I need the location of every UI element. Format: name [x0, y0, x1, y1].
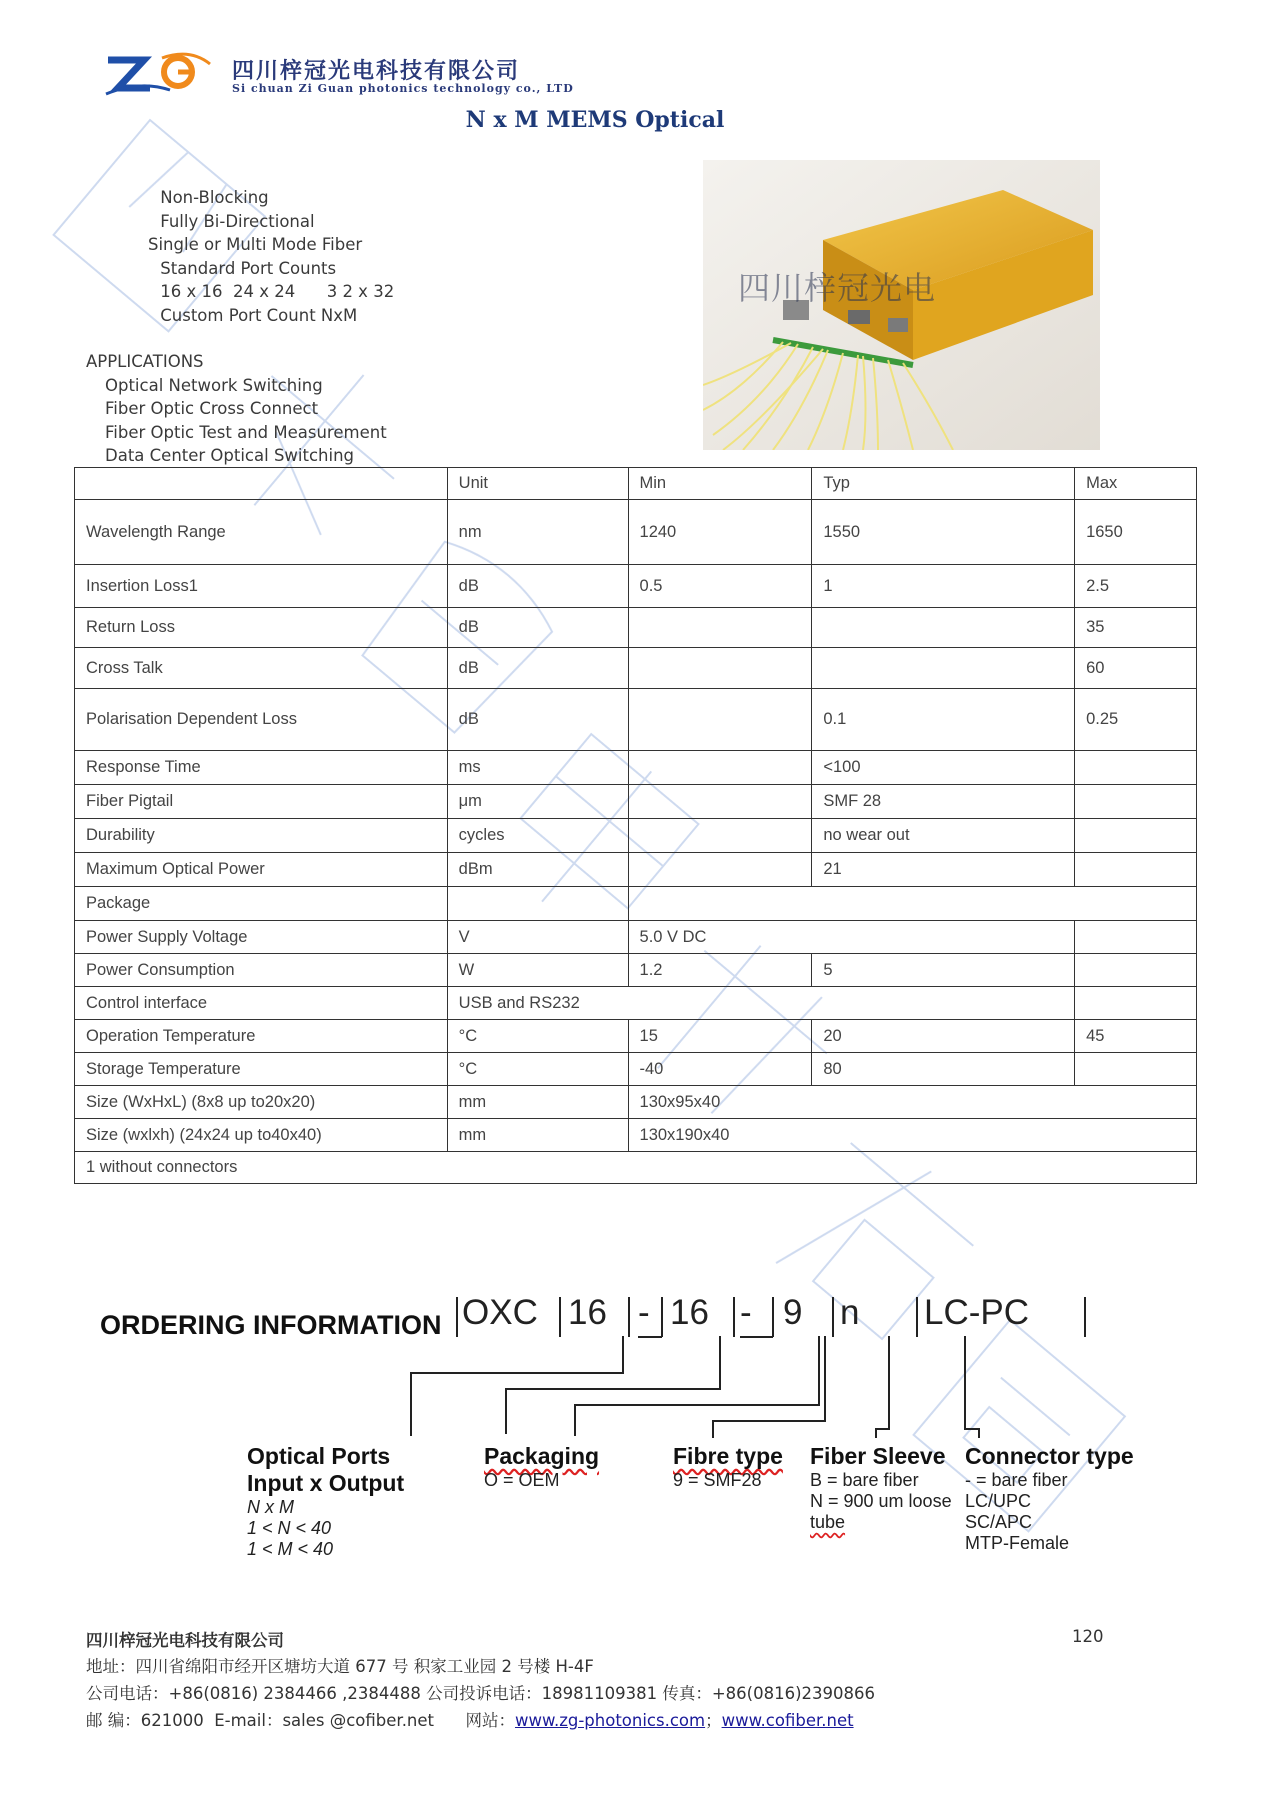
table-row: [75, 987, 1197, 1020]
code-separator: [916, 1297, 918, 1337]
table-cell: 60: [1075, 648, 1197, 689]
field-heading: Input x Output: [247, 1470, 405, 1496]
code-part: OXC: [462, 1293, 538, 1332]
table-cell: ms: [447, 751, 628, 785]
table-row: [75, 954, 1197, 987]
code-part: n: [840, 1293, 860, 1332]
field-optical-ports: [247, 1443, 404, 1560]
field-detail: LC/UPC: [965, 1491, 1032, 1511]
table-row: [75, 1119, 1197, 1152]
table-cell: μm: [447, 785, 628, 819]
table-row: [75, 785, 1197, 819]
table-cell: [1075, 751, 1197, 785]
table-row: [75, 648, 1197, 689]
table-row: [75, 608, 1197, 648]
leader-line: [888, 1336, 890, 1428]
table-cell: Power Supply Voltage: [75, 921, 448, 954]
field-heading: Packaging: [484, 1443, 600, 1469]
code-underline: [740, 1336, 773, 1338]
leader-line: [574, 1404, 576, 1436]
field-detail: N x M: [247, 1497, 294, 1517]
table-row: [75, 921, 1197, 954]
application-item: Fiber Optic Cross Connect: [105, 399, 319, 418]
company-logo: [100, 50, 220, 100]
table-cell: Operation Temperature: [75, 1020, 448, 1053]
table-cell: 1650: [1075, 500, 1197, 565]
table-cell: Return Loss: [75, 608, 448, 648]
applications-section: [86, 350, 387, 468]
table-cell: mm: [447, 1086, 628, 1119]
leader-line: [410, 1372, 412, 1436]
footer-mail-prefix: 邮 编：621000 E-mail：sales @cofiber.net 网站：: [86, 1711, 515, 1730]
leader-line: [505, 1388, 721, 1390]
table-footnote-row: [75, 1152, 1197, 1184]
field-packaging: [484, 1443, 599, 1491]
code-part: -: [740, 1293, 752, 1332]
field-connector-type: [965, 1443, 1134, 1554]
leader-line: [712, 1420, 714, 1438]
table-cell: dBm: [447, 853, 628, 887]
table-cell: °C: [447, 1020, 628, 1053]
application-item: Data Center Optical Switching: [105, 446, 355, 465]
company-name-en: Si chuan Zi Guan photonics technology co., LTD: [232, 82, 574, 95]
table-row: [75, 1020, 1197, 1053]
applications-heading: APPLICATIONS: [86, 352, 204, 371]
table-cell: Response Time: [75, 751, 448, 785]
field-detail: 1 < M < 40: [247, 1539, 334, 1559]
table-cell: 0.1: [812, 689, 1075, 751]
table-cell: [1075, 921, 1197, 954]
leader-line: [818, 1336, 820, 1404]
table-cell: [447, 887, 628, 921]
website-link-2[interactable]: www.cofiber.net: [721, 1711, 854, 1730]
footer-company: 四川梓冠光电科技有限公司: [86, 1631, 284, 1650]
table-cell: [628, 608, 812, 648]
leader-line: [875, 1428, 877, 1438]
table-cell: Insertion Loss1: [75, 565, 448, 608]
table-cell: no wear out: [812, 819, 1075, 853]
code-part: 16: [670, 1293, 709, 1332]
table-row: [75, 751, 1197, 785]
table-row: [75, 1053, 1197, 1086]
table-cell: Storage Temperature: [75, 1053, 448, 1086]
table-cell: Control interface: [75, 987, 448, 1020]
table-row: [75, 500, 1197, 565]
table-cell: Package: [75, 887, 448, 921]
field-detail: SC/APC: [965, 1512, 1033, 1532]
field-detail: 9 = SMF28: [673, 1470, 762, 1490]
feature-item: Single or Multi Mode Fiber: [148, 235, 363, 254]
table-cell: <100: [812, 751, 1075, 785]
leader-line: [964, 1336, 966, 1428]
feature-item: Non-Blocking: [155, 188, 269, 207]
website-separator: ；: [705, 1711, 722, 1730]
table-cell: Size (wxlxh) (24x24 up to40x40): [75, 1119, 448, 1152]
field-detail: tube: [810, 1512, 846, 1532]
field-heading: Fiber Sleeve: [810, 1443, 946, 1469]
table-header-row: [75, 468, 1197, 500]
feature-item: Fully Bi-Directional: [155, 211, 315, 231]
table-cell: [628, 751, 812, 785]
table-cell: 130x190x40: [628, 1119, 1196, 1152]
table-cell: [812, 648, 1075, 689]
table-cell: [628, 689, 812, 751]
table-cell: [628, 819, 812, 853]
footer-contact: [86, 1707, 854, 1731]
table-cell: mm: [447, 1119, 628, 1152]
code-part: LC-PC: [924, 1293, 1030, 1332]
footer-phone: 公司电话：+86(0816) 2384466 ,2384488 公司投诉电话：18981109381 传真：+86(0816)2390866: [86, 1684, 876, 1703]
table-cell: 1240: [628, 500, 812, 565]
table-cell: -40: [628, 1053, 812, 1086]
table-cell: dB: [447, 565, 628, 608]
table-cell: W: [447, 954, 628, 987]
table-cell: 1.2: [628, 954, 812, 987]
code-underline: [638, 1336, 662, 1338]
table-cell: [628, 887, 1196, 921]
leader-line: [978, 1428, 980, 1438]
photo-watermark: 四川梓冠光电: [738, 269, 937, 307]
table-row: [75, 853, 1197, 887]
table-cell: [628, 853, 812, 887]
table-header-cell: Min: [628, 468, 812, 500]
table-cell: 5: [812, 954, 1075, 987]
feature-item: Custom Port Count NxM: [155, 305, 358, 325]
table-cell: Wavelength Range: [75, 500, 448, 565]
table-cell: dB: [447, 689, 628, 751]
table-cell: nm: [447, 500, 628, 565]
table-cell: 0.5: [628, 565, 812, 608]
ordering-title: ORDERING INFORMATION: [100, 1310, 442, 1340]
table-cell: [1075, 1053, 1197, 1086]
table-cell: Maximum Optical Power: [75, 853, 448, 887]
table-cell: [1075, 954, 1197, 987]
company-name-cn: 四川梓冠光电科技有限公司: [232, 59, 521, 84]
table-cell: 2.5: [1075, 565, 1197, 608]
table-row: [75, 689, 1197, 751]
page-number: 120: [1072, 1627, 1104, 1646]
table-cell: 1550: [812, 500, 1075, 565]
table-row: [75, 819, 1197, 853]
table-cell: [1075, 853, 1197, 887]
code-separator: [661, 1297, 663, 1337]
table-cell: [812, 608, 1075, 648]
leader-line: [410, 1372, 624, 1374]
features-list: [148, 186, 395, 327]
code-separator: [733, 1297, 735, 1337]
field-fiber-sleeve: [810, 1443, 952, 1533]
field-detail: O = OEM: [484, 1470, 560, 1490]
leader-line: [574, 1404, 820, 1406]
feature-item: Standard Port Counts: [155, 258, 337, 278]
table-cell: Power Consumption: [75, 954, 448, 987]
table-cell: 1: [812, 565, 1075, 608]
table-cell: V: [447, 921, 628, 954]
code-part: 9: [783, 1293, 803, 1332]
field-detail: B = bare fiber: [810, 1470, 919, 1490]
table-cell: cycles: [447, 819, 628, 853]
table-cell: 35: [1075, 608, 1197, 648]
table-cell: Durability: [75, 819, 448, 853]
leader-line: [712, 1420, 826, 1422]
feature-item: 16 x 16 24 x 24 3 2 x 32: [155, 282, 395, 301]
spec-table: [74, 467, 1197, 1184]
table-cell: USB and RS232: [447, 987, 1074, 1020]
code-separator: [772, 1297, 774, 1337]
table-cell: [628, 785, 812, 819]
table-cell: 0.25: [1075, 689, 1197, 751]
table-header-cell: Max: [1075, 468, 1197, 500]
field-heading: Fibre type: [673, 1443, 783, 1469]
table-cell: dB: [447, 648, 628, 689]
code-separator: [832, 1297, 834, 1337]
leader-line: [875, 1428, 890, 1430]
table-footnote: 1 without connectors: [75, 1152, 1197, 1184]
field-heading: Connector type: [965, 1443, 1134, 1469]
table-cell: dB: [447, 608, 628, 648]
application-item: Optical Network Switching: [105, 375, 323, 395]
application-item: Fiber Optic Test and Measurement: [105, 422, 387, 442]
leader-line: [824, 1336, 826, 1421]
code-separator: [456, 1297, 458, 1337]
table-cell: [1075, 987, 1197, 1020]
table-cell: [1075, 785, 1197, 819]
website-link-1[interactable]: www.zg-photonics.com: [514, 1711, 706, 1730]
table-cell: Fiber Pigtail: [75, 785, 448, 819]
table-cell: °C: [447, 1053, 628, 1086]
code-part: 16: [568, 1293, 607, 1332]
table-cell: 80: [812, 1053, 1075, 1086]
table-cell: [1075, 819, 1197, 853]
code-separator: [1084, 1297, 1086, 1337]
table-cell: 45: [1075, 1020, 1197, 1053]
field-heading: Optical Ports: [247, 1443, 391, 1469]
table-row: [75, 1086, 1197, 1119]
leader-line: [622, 1336, 624, 1372]
field-detail: 1 < N < 40: [247, 1518, 332, 1538]
page-title: N x M MEMS Optical: [465, 107, 725, 133]
table-header-cell: Unit: [447, 468, 628, 500]
table-header-cell: [75, 468, 448, 500]
table-cell: 21: [812, 853, 1075, 887]
table-row: [75, 887, 1197, 921]
footer-address: 地址：四川省绵阳市经开区塘坊大道 677 号 积家工业园 2 号楼 H-4F: [86, 1657, 594, 1676]
table-cell: 130x95x40: [628, 1086, 1196, 1119]
code-part: -: [638, 1293, 650, 1332]
leader-line: [505, 1388, 507, 1434]
table-cell: 15: [628, 1020, 812, 1053]
table-cell: [628, 648, 812, 689]
table-cell: 20: [812, 1020, 1075, 1053]
table-cell: SMF 28: [812, 785, 1075, 819]
field-fibre-type: [673, 1443, 783, 1491]
table-row: [75, 565, 1197, 608]
code-separator: [559, 1297, 561, 1337]
table-header-cell: Typ: [812, 468, 1075, 500]
table-cell: 5.0 V DC: [628, 921, 1075, 954]
field-detail: N = 900 um loose: [810, 1491, 952, 1511]
leader-line: [719, 1336, 721, 1388]
table-cell: Polarisation Dependent Loss: [75, 689, 448, 751]
table-cell: Cross Talk: [75, 648, 448, 689]
field-detail: MTP-Female: [965, 1533, 1070, 1553]
table-cell: Size (WxHxL) (8x8 up to20x20): [75, 1086, 448, 1119]
field-detail: - = bare fiber: [965, 1470, 1068, 1490]
code-separator: [628, 1297, 630, 1337]
